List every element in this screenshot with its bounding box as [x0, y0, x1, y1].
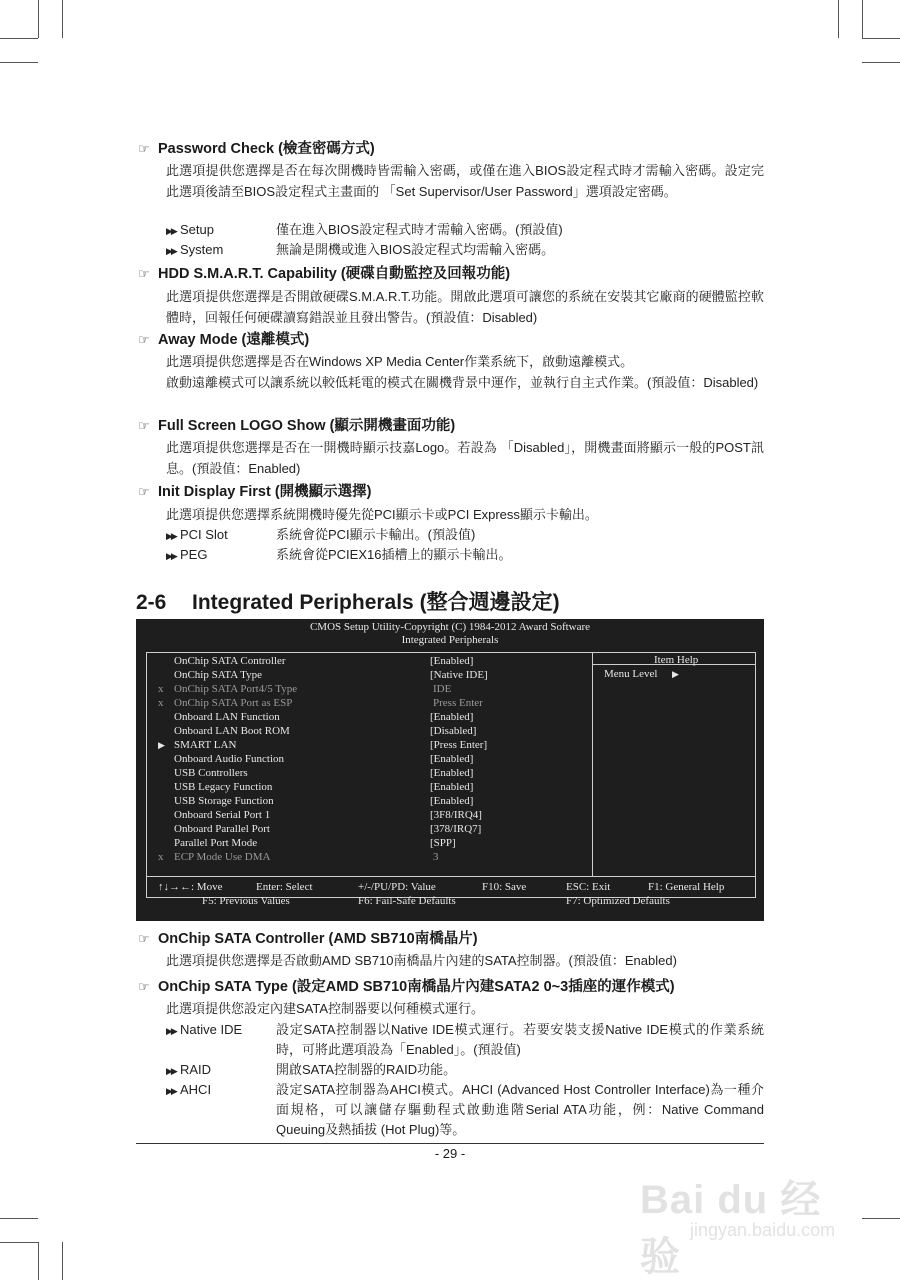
section-title-text: HDD S.M.A.R.T. Capability (硬碟自動監控及回報功能)	[158, 266, 511, 282]
paragraph: 此選項提供您選擇是否在Windows XP Media Center作業系統下，啟動遠離模式。	[166, 354, 634, 369]
option-name: Setup	[180, 222, 214, 237]
paragraph: 此選項提供您選擇是否在每次開機時皆需輸入密碼，或僅在進入BIOS設定程式時才需輸入密碼。設定完此選項後請至BIOS設定程式主畫面的 「Set Supervisor/User Password」選項設定密碼。	[166, 163, 764, 199]
row-marker: x	[158, 697, 164, 709]
option-name: RAID	[180, 1062, 212, 1077]
crop-mark	[0, 1242, 38, 1243]
key-optimized: F7: Optimized Defaults	[566, 895, 670, 907]
section-title-text: Init Display First (開機顯示選擇)	[158, 484, 372, 500]
row-label: USB Storage Function	[174, 795, 274, 807]
section-title-hdd-smart	[138, 262, 510, 283]
row-label: Onboard Parallel Port	[174, 823, 270, 835]
row-value[interactable]: [3F8/IRQ4]	[430, 809, 482, 821]
crop-mark	[62, 1242, 63, 1280]
option-setup	[166, 220, 276, 241]
row-marker: x	[158, 851, 164, 863]
footer-rule	[136, 1143, 764, 1144]
crop-mark	[838, 0, 839, 38]
chapter-heading	[136, 586, 560, 616]
row-value: Press Enter	[433, 697, 483, 709]
crop-mark	[862, 38, 900, 39]
bios-screenshot	[136, 619, 764, 921]
option-desc: 系統會從PCI顯示卡輸出。(預設值)	[276, 527, 476, 542]
crop-mark	[862, 0, 863, 38]
double-arrow-icon: ▶▶	[166, 1086, 176, 1096]
key-fail-safe: F6: Fail-Safe Defaults	[358, 895, 456, 907]
crop-mark	[0, 38, 38, 39]
paragraph: 此選項提供您選擇系統開機時優先從PCI顯示卡或PCI Express顯示卡輸出。	[166, 507, 598, 522]
pointing-hand-icon: ☞	[138, 266, 150, 281]
row-value[interactable]: [SPP]	[430, 837, 456, 849]
option-desc: 僅在進入BIOS設定程式時才需輸入密碼。(預設值)	[276, 222, 563, 237]
row-value: 3	[433, 851, 439, 863]
option-ahci	[166, 1080, 276, 1101]
crop-mark	[38, 1242, 39, 1280]
section-title-onchip-sata-controller	[138, 927, 478, 948]
watermark-url: jingyan.baidu.com	[690, 1220, 836, 1240]
option-pci-slot	[166, 525, 276, 546]
option-raid	[166, 1060, 276, 1081]
option-name: System	[180, 242, 224, 257]
crop-mark	[0, 1218, 38, 1219]
row-marker: x	[158, 683, 164, 695]
row-label: OnChip SATA Port4/5 Type	[174, 683, 298, 695]
option-desc: 設定SATA控制器為AHCI模式。AHCI (Advanced Host Controller Interface)為一種介面規格，可以讓儲存驅動程式啟動進階Serial ATA功能，例：Native Command Queuing及熱插拔 (Hot Plug)等。	[276, 1082, 764, 1137]
crop-mark	[862, 62, 900, 63]
row-value[interactable]: [Enabled]	[430, 711, 474, 723]
row-label: Onboard Audio Function	[174, 753, 284, 765]
crop-mark	[38, 0, 39, 38]
page-number: - 29 -	[434, 1146, 466, 1161]
row-label: Onboard Serial Port 1	[174, 809, 271, 821]
option-name: PEG	[180, 547, 208, 562]
watermark-logo: Bai du 经验	[640, 1178, 822, 1279]
pointing-hand-icon: ☞	[138, 931, 150, 946]
section-title-password-check	[138, 137, 375, 158]
pointing-hand-icon: ☞	[138, 418, 150, 433]
row-label: OnChip SATA Controller	[174, 655, 286, 667]
option-desc: 系統會從PCIEX16插槽上的顯示卡輸出。	[276, 547, 512, 562]
key-exit: ESC: Exit	[566, 881, 611, 893]
row-value[interactable]: [Disabled]	[430, 725, 477, 737]
section-title-text: Password Check (檢查密碼方式)	[158, 141, 375, 157]
row-label: SMART LAN	[174, 739, 237, 751]
option-desc: 無論是開機或進入BIOS設定程式均需輸入密碼。	[276, 242, 555, 257]
row-label: Onboard LAN Boot ROM	[174, 725, 290, 737]
double-arrow-icon: ▶▶	[166, 531, 176, 541]
section-title-away-mode	[138, 328, 309, 349]
option-desc: 開啟SATA控制器的RAID功能。	[276, 1062, 457, 1077]
key-select: Enter: Select	[256, 881, 313, 893]
menu-level-label: Menu Level	[604, 668, 658, 680]
bios-divider	[592, 652, 593, 876]
option-name: AHCI	[180, 1082, 212, 1097]
heading-number: 2-6	[136, 591, 167, 614]
heading-text: Integrated Peripherals (整合週邊設定)	[192, 591, 560, 614]
crop-mark	[862, 1218, 900, 1219]
row-value[interactable]: [Press Enter]	[430, 739, 488, 751]
bios-divider	[146, 876, 755, 877]
section-title-init-display	[138, 480, 372, 501]
pointing-hand-icon: ☞	[138, 141, 150, 156]
row-label: ECP Mode Use DMA	[174, 851, 271, 863]
baidu-watermark	[640, 1150, 860, 1279]
paragraph: 啟動遠離模式可以讓系統以較低耗電的模式在關機背景中運作，並執行自主式作業。(預設值：Disabled)	[166, 375, 759, 390]
submenu-arrow-icon: ▶	[158, 740, 165, 750]
row-value[interactable]: [Enabled]	[430, 655, 474, 667]
pointing-hand-icon: ☞	[138, 484, 150, 499]
section-title-text: Full Screen LOGO Show (顯示開機畫面功能)	[158, 418, 456, 434]
row-label: USB Legacy Function	[174, 781, 273, 793]
menu-level-arrow-icon: ▶	[672, 669, 679, 679]
row-value[interactable]: [Enabled]	[430, 795, 474, 807]
key-move: ↑↓→←: Move	[158, 881, 223, 893]
bios-subtitle: Integrated Peripherals	[401, 634, 499, 646]
row-label: OnChip SATA Type	[174, 669, 262, 681]
option-name: PCI Slot	[180, 527, 228, 542]
row-value[interactable]: [Native IDE]	[430, 669, 488, 681]
double-arrow-icon: ▶▶	[166, 1066, 176, 1076]
option-desc: 設定SATA控制器以Native IDE模式運行。若要安裝支援Native IDE模式的作業系統時，可將此選項設為「Enabled」。(預設值)	[276, 1022, 764, 1057]
section-title-text: OnChip SATA Type (設定AMD SB710南橋晶片內建SATA2 0~3插座的運作模式)	[158, 979, 675, 995]
section-title-text: OnChip SATA Controller (AMD SB710南橋晶片)	[158, 931, 478, 947]
row-value[interactable]: [Enabled]	[430, 781, 474, 793]
option-peg	[166, 545, 276, 566]
key-save: F10: Save	[482, 881, 527, 893]
bios-title: CMOS Setup Utility-Copyright (C) 1984-2012 Award Software	[309, 621, 591, 633]
item-help-title: Item Help	[654, 654, 699, 666]
section-title-full-screen-logo	[138, 414, 455, 435]
double-arrow-icon: ▶▶	[166, 246, 176, 256]
double-arrow-icon: ▶▶	[166, 1026, 176, 1036]
pointing-hand-icon: ☞	[138, 979, 150, 994]
paragraph: 此選項提供您選擇是否開啟硬碟S.M.A.R.T.功能。開啟此選項可讓您的系統在安裝其它廠商的硬體監控軟體時，回報任何硬碟讀寫錯誤並且發出警告。(預設值：Disabled)	[166, 289, 764, 325]
row-label: Parallel Port Mode	[174, 837, 258, 849]
crop-mark	[62, 0, 63, 38]
crop-mark	[0, 62, 38, 63]
pointing-hand-icon: ☞	[138, 332, 150, 347]
double-arrow-icon: ▶▶	[166, 226, 176, 236]
row-label: Onboard LAN Function	[174, 711, 280, 723]
section-title-text: Away Mode (遠離模式)	[158, 332, 310, 348]
option-name: Native IDE	[180, 1022, 243, 1037]
section-title-onchip-sata-type	[138, 975, 675, 996]
key-general-help: F1: General Help	[648, 881, 725, 893]
double-arrow-icon: ▶▶	[166, 551, 176, 561]
row-value[interactable]: [378/IRQ7]	[430, 823, 482, 835]
key-value: +/-/PU/PD: Value	[358, 881, 436, 893]
paragraph: 此選項提供您選擇是否在一開機時顯示技嘉Logo。若設為 「Disabled」，開機畫面將顯示一般的POST訊息。(預設值：Enabled)	[166, 440, 764, 476]
row-label: USB Controllers	[174, 767, 248, 779]
option-native-ide	[166, 1020, 276, 1041]
paragraph: 此選項提供您選擇是否啟動AMD SB710南橋晶片內建的SATA控制器。(預設值：Enabled)	[166, 953, 677, 968]
row-value: IDE	[433, 683, 452, 695]
key-previous-values: F5: Previous Values	[202, 895, 290, 907]
row-value[interactable]: [Enabled]	[430, 753, 474, 765]
option-system	[166, 240, 276, 261]
paragraph: 此選項提供您設定內建SATA控制器要以何種模式運行。	[166, 1001, 485, 1016]
row-label: OnChip SATA Port as ESP	[174, 697, 293, 709]
row-value[interactable]: [Enabled]	[430, 767, 474, 779]
